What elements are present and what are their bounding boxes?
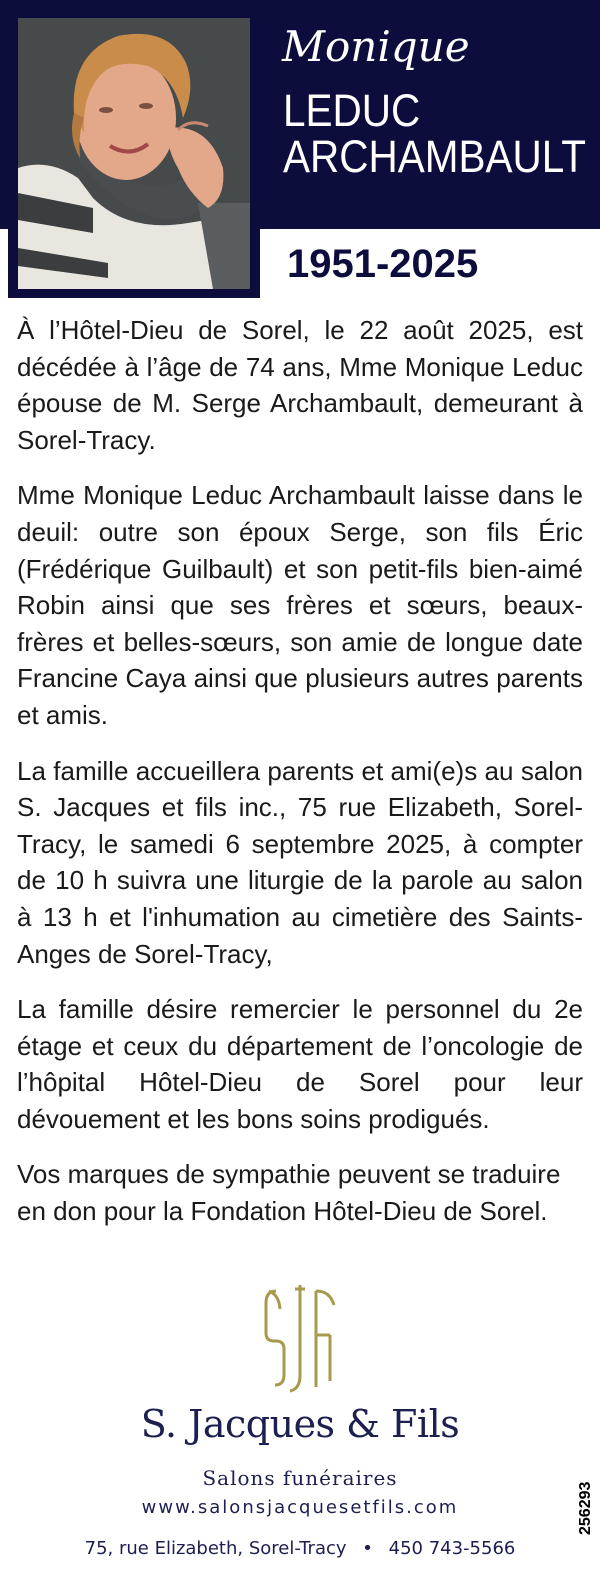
bullet-separator: • [362,1538,373,1559]
deceased-first-name: Monique [282,22,470,71]
funeral-home-address: 75, rue Elizabeth, Sorel-Tracy [84,1538,347,1559]
funeral-home-website[interactable]: www.salonsjacquesetfils.com [141,1497,459,1518]
sjf-monogram-logo [262,1283,338,1400]
life-years: 1951-2025 [287,242,479,286]
deceased-last-name [283,85,587,182]
paragraph-thanks: La famille désire remercier le personnel du 2e étage et ceux du département de l’oncologie de l’hôpital Hôtel-Dieu de Sorel pour leur dévouement et les bons soins prodigués. [17,994,583,1134]
ad-reference-number: 256293 [577,1481,594,1535]
paragraph-death-notice: À l’Hôtel-Dieu de Sorel, le 22 août 2025, est décédée à l’âge de 74 ans, Mme Monique Leduc épouse de M. Serge Archambault, demeurant à Sorel-Tracy. [17,315,583,455]
last-name-line-2: ARCHAMBAULT [283,131,587,182]
funeral-home-phone[interactable]: 450 743-5566 [388,1538,516,1559]
obituary-text [17,312,583,1249]
last-name-line-1: LEDUC [283,85,421,136]
funeral-home-contact [70,1538,530,1559]
paragraph-donations: Vos marques de sympathie peuvent se traduire en don pour la Fondation Hôtel-Dieu de Sorel. [17,1159,561,1227]
portrait-photo [18,18,250,289]
paragraph-visitation: La famille accueillera parents et ami(e)s au salon S. Jacques et fils inc., 75 rue Elizabeth, Sorel-Tracy, le samedi 6 septembre 2025, à compter de 10 h suivra une liturgie de la parole au salon à 13 h et l'inhumation au cimetière des Saints-Anges de Sorel-Tracy, [17,755,583,969]
funeral-home-subtitle: Salons funéraires [202,1466,398,1490]
funeral-home-name: S. Jacques & Fils [140,1402,460,1446]
paragraph-survivors: Mme Monique Leduc Archambault laisse dans le deuil: outre son époux Serge, son fils Éric (Frédérique Guilbault) et son petit-fils bien-aimé Robin ainsi que ses frères et sœurs, beaux-frères et belles-sœurs, son amie de longue date Francine Caya ainsi que plusieurs autres parents et amis. [17,480,583,730]
